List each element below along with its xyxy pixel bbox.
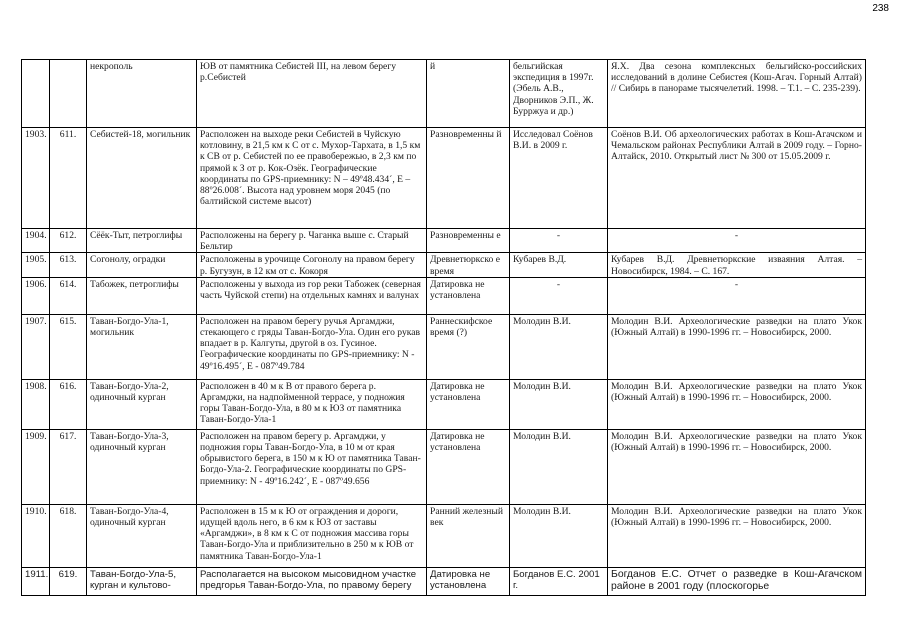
monument-name: Таван-Богдо-Ула-4, одиночный курган: [87, 504, 197, 567]
table-row: [22, 277, 866, 314]
row-number-local: 618.: [50, 504, 87, 567]
monument-literature: Молодин В.И. Археологические разведки на плато Укок (Южный Алтай) в 1990-1996 гг. – Новосибирск, 2000.: [608, 504, 866, 567]
monument-dating: Разновременны е: [427, 229, 510, 253]
monument-dating: Древнетюркско е время: [427, 253, 510, 277]
row-number-local: 615.: [50, 314, 87, 379]
row-number-global: 1903.: [22, 128, 50, 229]
monument-name: Сёёк-Тыт, петроглифы: [87, 229, 197, 253]
monument-researcher: Молодин В.И.: [510, 429, 608, 504]
monument-researcher: Молодин В.И.: [510, 379, 608, 429]
row-number-local: 611.: [50, 128, 87, 229]
monument-dating: й: [427, 60, 510, 128]
table-row: [22, 60, 866, 128]
monument-researcher: Кубарев В.Д.: [510, 253, 608, 277]
table-row: [22, 379, 866, 429]
row-number-global: 1910.: [22, 504, 50, 567]
monument-location: Расположен на правом берегу ручья Аргамджи, стекающего с гряды Таван-Богдо-Ула. Один его рукав впадает в р. Калгуты, другой в оз. Гусиное. Географические координаты по GPS-приемнику: N - 49º16.495´, E - 087º49.784: [197, 314, 427, 379]
monument-researcher: Богданов Е.С. 2001 г.: [510, 567, 608, 595]
monument-researcher: -: [510, 277, 608, 314]
monument-location: Расположен в 15 м к Ю от ограждения и дороги, идущей вдоль него, в 6 км к ЮЗ от заставы «Аргамджи», в 8 км к С от подножия массива горы Таван-Богдо-Ула и приблизительно в 250 м к ЮВ от памятника Таван-Богдо-Ула-1: [197, 504, 427, 567]
table-row: [22, 128, 866, 229]
monument-name: Таван-Богдо-Ула-5, курган и культово-: [87, 567, 197, 595]
monument-name: Себистей-18, могильник: [87, 128, 197, 229]
table-row: [22, 504, 866, 567]
monument-name: Таван-Богдо-Ула-3, одиночный курган: [87, 429, 197, 504]
monument-location: Расположены в урочище Согонолу на правом берегу р. Бугузун, в 12 км от с. Кокоря: [197, 253, 427, 277]
row-number-global: 1907.: [22, 314, 50, 379]
monument-dating: Датировка не установлена: [427, 567, 510, 595]
monument-dating: Ранний железный век: [427, 504, 510, 567]
monument-literature: -: [608, 229, 866, 253]
monument-literature: Соёнов В.И. Об археологических работах в Кош-Агачском и Чемальском районах Республики Алтай в 2009 году. – Горно-Алтайск, 2010. Открытый лист № 300 от 15.05.2009 г.: [608, 128, 866, 229]
monument-researcher: Молодин В.И.: [510, 504, 608, 567]
monument-location: Расположены у выхода из гор реки Табожек (северная часть Чуйской степи) на отдельных камнях и валунах: [197, 277, 427, 314]
row-number-global: 1905.: [22, 253, 50, 277]
monument-literature: Молодин В.И. Археологические разведки на плато Укок (Южный Алтай) в 1990-1996 гг. – Новосибирск, 2000.: [608, 429, 866, 504]
monument-dating: Датировка не установлена: [427, 429, 510, 504]
row-number-global: [22, 60, 50, 128]
row-number-local: 614.: [50, 277, 87, 314]
row-number-global: 1904.: [22, 229, 50, 253]
row-number-global: 1909.: [22, 429, 50, 504]
row-number-global: 1908.: [22, 379, 50, 429]
monument-name: Таван-Богдо-Ула-1, могильник: [87, 314, 197, 379]
monument-dating: Датировка не установлена: [427, 277, 510, 314]
row-number-local: 613.: [50, 253, 87, 277]
monument-researcher: -: [510, 229, 608, 253]
monument-location: Располагается на высоком мысовидном участке предгорья Таван-Богдо-Ула, по правому берегу: [197, 567, 427, 595]
table-row: [22, 314, 866, 379]
row-number-global: 1911.: [22, 567, 50, 595]
monument-dating: Разновременны й: [427, 128, 510, 229]
row-number-local: 619.: [50, 567, 87, 595]
monument-location: Расположен в 40 м к В от правого берега р. Аргамджи, на надпойменной террасе, у подножия горы Таван-Богдо-Ула, в 80 м к ЮЗ от памятника Таван-Богдо-Ула-1: [197, 379, 427, 429]
table-row: [22, 567, 866, 595]
row-number-global: 1906.: [22, 277, 50, 314]
monument-literature: Молодин В.И. Археологические разведки на плато Укок (Южный Алтай) в 1990-1996 гг. – Новосибирск, 2000.: [608, 314, 866, 379]
table-row: [22, 229, 866, 253]
monument-researcher: бельгийская экспедиция в 1997г. (Эбель А.В., Дворников Э.П., Ж. Бурржуа и др.): [510, 60, 608, 128]
monument-name: Согонолу, оградки: [87, 253, 197, 277]
monument-location: ЮВ от памятника Себистей III, на левом берегу р.Себистей: [197, 60, 427, 128]
monument-location: Расположен на правом берегу р. Аргамджи, у подножия горы Таван-Богдо-Ула, в 10 м от края обрывистого берега, в 150 м к Ю от памятника Таван-Богдо-Ула-2. Географические координаты по GPS-приемнику: N - 49º16.242´, E - 087º49.656: [197, 429, 427, 504]
row-number-local: 617.: [50, 429, 87, 504]
monument-name: Табожек, петроглифы: [87, 277, 197, 314]
table-row: [22, 429, 866, 504]
monument-dating: Раннескифское время (?): [427, 314, 510, 379]
monument-literature: Кубарев В.Д. Древнетюркские изваяния Алтая. – Новосибирск, 1984. – С. 167.: [608, 253, 866, 277]
row-number-local: 616.: [50, 379, 87, 429]
monument-literature: Богданов Е.С. Отчет о разведке в Кош-Агачском районе в 2001 году (плоскогорье: [608, 567, 866, 595]
page-number: 238: [872, 3, 889, 14]
monument-literature: Я.Х. Два сезона комплексных бельгийско-российских исследований в долине Себистея (Кош-Агач. Горный Алтай) // Сибирь в панораме тысячелетий. 1998. – Т.1. – С. 235-239).: [608, 60, 866, 128]
row-number-local: [50, 60, 87, 128]
monument-name: Таван-Богдо-Ула-2, одиночный курган: [87, 379, 197, 429]
monuments-table: [21, 59, 866, 596]
monument-researcher: Молодин В.И.: [510, 314, 608, 379]
monument-location: Расположен на выходе реки Себистей в Чуйскую котловину, в 21,5 км к С от с. Мухор-Тархата, в 1,5 км к СВ от р. Себистей по ее правобережью, в 2,3 км по прямой к З от р. Кок-Озёк. Географические координаты по GPS-приемнику: N – 49º48.434´, E – 88º26.008´. Высота над уровнем моря 2045 (по балтийской системе высот): [197, 128, 427, 229]
monument-literature: Молодин В.И. Археологические разведки на плато Укок (Южный Алтай) в 1990-1996 гг. – Новосибирск, 2000.: [608, 379, 866, 429]
monument-researcher: Исследовал Соёнов В.И. в 2009 г.: [510, 128, 608, 229]
row-number-local: 612.: [50, 229, 87, 253]
monument-name: некрополь: [87, 60, 197, 128]
table-row: [22, 253, 866, 277]
monument-dating: Датировка не установлена: [427, 379, 510, 429]
monument-literature: -: [608, 277, 866, 314]
monument-location: Расположены на берегу р. Чаганка выше с. Старый Бельтир: [197, 229, 427, 253]
